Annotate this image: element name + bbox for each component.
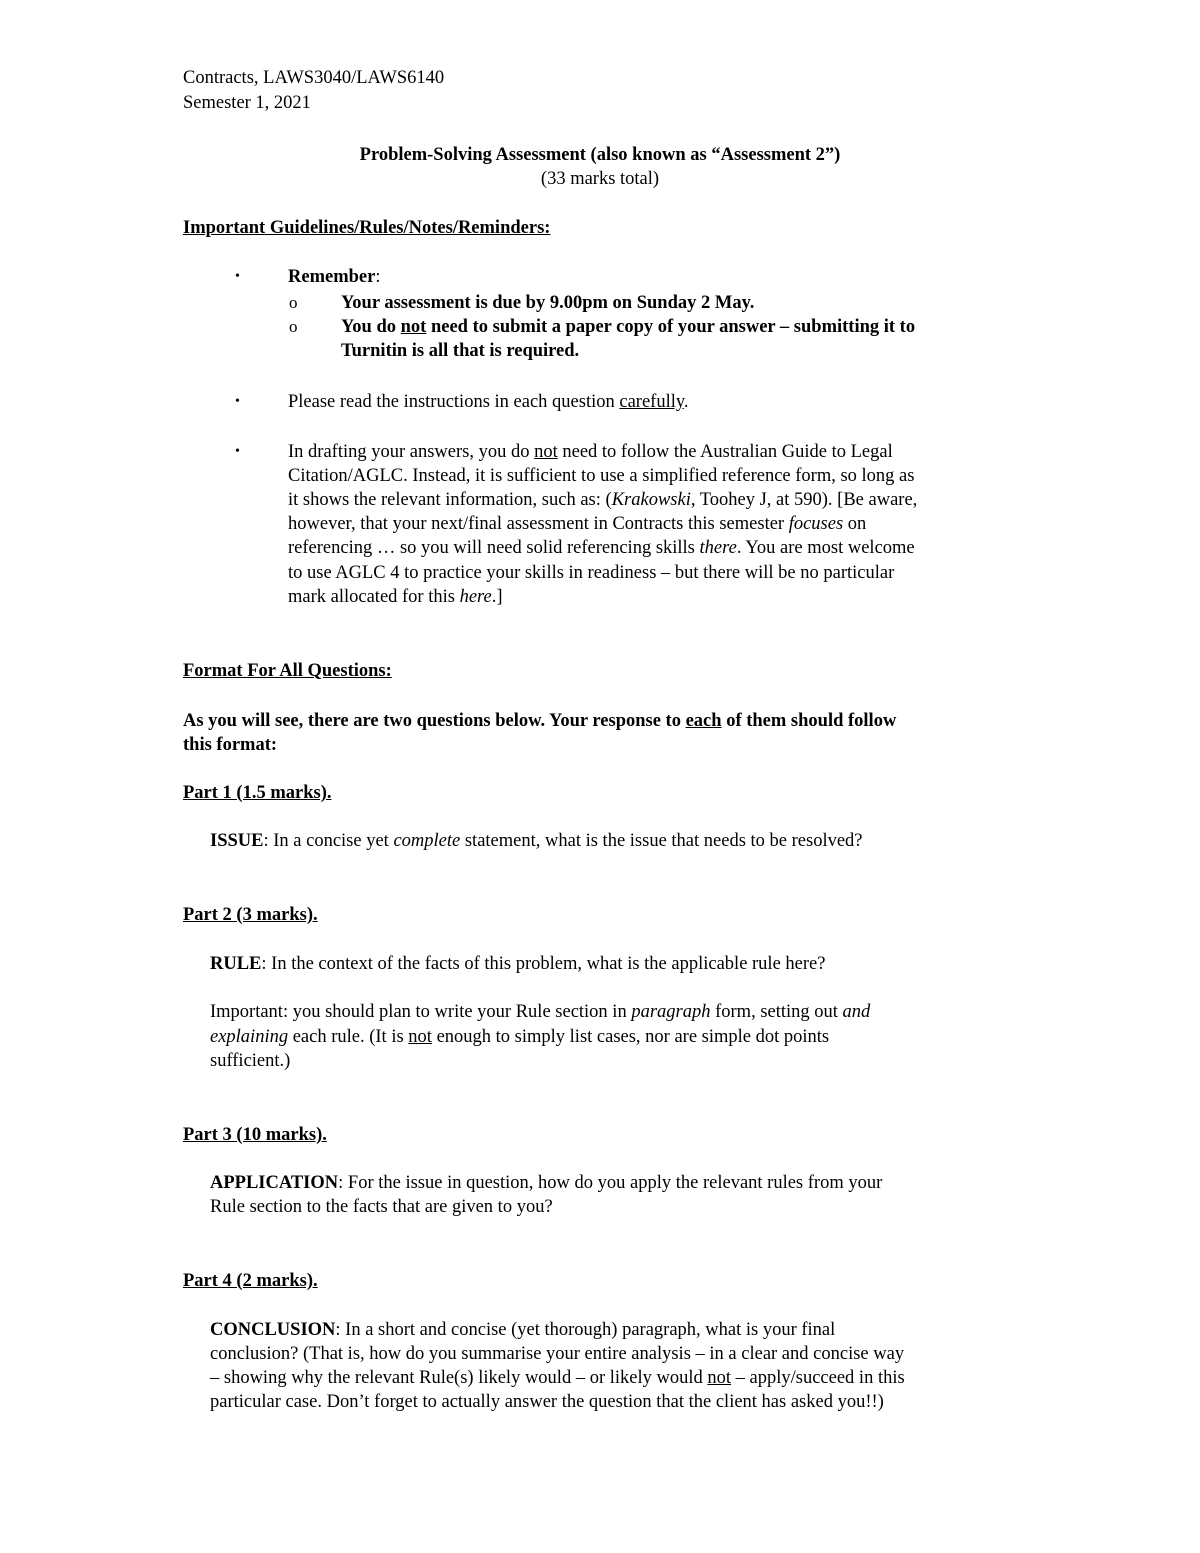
aglc-text: .] bbox=[491, 587, 503, 607]
aglc-note-line: Citation/AGLC. Instead, it is sufficient to use a simplified reference form, so long as bbox=[288, 466, 915, 486]
aglc-note-line bbox=[288, 512, 866, 536]
conclusion-text-line: particular case. Don’t forget to actually answer the question that the client has asked you!!) bbox=[210, 1392, 884, 1412]
rule-text: : In the context of the facts of this problem, what is the applicable rule here? bbox=[261, 954, 826, 974]
part-1-issue bbox=[210, 829, 863, 853]
guidelines-heading: Important Guidelines/Rules/Notes/Reminders: bbox=[183, 218, 551, 238]
paper-copy-text: need to submit a paper copy of your answer – submitting it to bbox=[426, 317, 916, 337]
remember-colon: : bbox=[375, 267, 381, 287]
read-text: Please read the instructions in each question bbox=[288, 392, 620, 412]
remember-text: Remember bbox=[288, 267, 376, 287]
aglc-text: on bbox=[843, 514, 867, 534]
part-4-heading: Part 4 (2 marks). bbox=[183, 1271, 318, 1291]
aglc-text: however, that your next/final assessment in Contracts this semester bbox=[288, 514, 789, 534]
emphasis-there: there bbox=[699, 538, 737, 558]
part-2-rule bbox=[210, 952, 825, 976]
format-heading: Format For All Questions: bbox=[183, 661, 392, 681]
rule-label: RULE bbox=[210, 954, 262, 974]
emphasis-and: and bbox=[842, 1002, 871, 1022]
aglc-note-line bbox=[288, 585, 503, 609]
rule-important-text: form, setting out bbox=[710, 1002, 843, 1022]
sub-bullet-icon: o bbox=[289, 317, 298, 336]
emphasis-not: not bbox=[707, 1368, 732, 1388]
part-4-conclusion bbox=[210, 1318, 835, 1342]
issue-label: ISSUE bbox=[210, 831, 264, 851]
emphasis-not: not bbox=[400, 317, 427, 337]
conclusion-text: : In a short and concise (yet thorough) paragraph, what is your final bbox=[335, 1320, 836, 1340]
issue-text: : In a concise yet bbox=[263, 831, 394, 851]
total-marks: (33 marks total) bbox=[540, 169, 660, 189]
part-3-application bbox=[210, 1171, 882, 1195]
aglc-text: , Toohey J, at 590). [Be aware, bbox=[690, 490, 918, 510]
emphasis-focuses: focuses bbox=[788, 514, 844, 534]
aglc-text: it shows the relevant information, such as: ( bbox=[288, 490, 612, 510]
format-intro-text: As you will see, there are two questions below. Your response to bbox=[183, 711, 686, 731]
emphasis-here: here bbox=[459, 587, 492, 607]
part-3-heading: Part 3 (10 marks). bbox=[183, 1125, 327, 1145]
course-code: Contracts, LAWS3040/LAWS6140 bbox=[183, 68, 445, 88]
aglc-note-line bbox=[288, 536, 915, 560]
conclusion-text: – apply/succeed in this bbox=[731, 1368, 905, 1388]
format-intro bbox=[183, 709, 896, 733]
application-text: : For the issue in question, how do you apply the relevant rules from your bbox=[338, 1173, 883, 1193]
paper-copy-text: You do bbox=[341, 317, 401, 337]
emphasis-explaining: explaining bbox=[210, 1027, 289, 1047]
due-date-note: Your assessment is due by 9.00pm on Sunday 2 May. bbox=[341, 293, 755, 313]
bullet-icon: • bbox=[235, 444, 240, 459]
aglc-note-line: to use AGLC 4 to practice your skills in readiness – but there will be no particular bbox=[288, 563, 895, 583]
case-name: Krakowski bbox=[611, 490, 691, 510]
paper-copy-note-cont: Turnitin is all that is required. bbox=[341, 341, 580, 361]
format-intro-cont: this format: bbox=[183, 735, 278, 755]
read-instructions-note bbox=[288, 390, 689, 414]
aglc-text: referencing … so you will need solid referencing skills bbox=[288, 538, 700, 558]
emphasis-not: not bbox=[534, 442, 558, 462]
part-1-heading: Part 1 (1.5 marks). bbox=[183, 783, 332, 803]
aglc-text: mark allocated for this bbox=[288, 587, 460, 607]
aglc-text: need to follow the Australian Guide to Legal bbox=[557, 442, 893, 462]
aglc-note-line bbox=[288, 488, 917, 512]
semester: Semester 1, 2021 bbox=[183, 93, 311, 113]
emphasis-not: not bbox=[408, 1027, 432, 1047]
application-label: APPLICATION bbox=[210, 1173, 339, 1193]
conclusion-label: CONCLUSION bbox=[210, 1320, 336, 1340]
conclusion-text: – showing why the relevant Rule(s) likely would – or likely would bbox=[210, 1368, 708, 1388]
format-intro-text: of them should follow bbox=[721, 711, 897, 731]
bullet-icon: • bbox=[235, 394, 240, 409]
remember-label bbox=[288, 265, 380, 289]
aglc-text: . You are most welcome bbox=[736, 538, 915, 558]
aglc-text: In drafting your answers, you do bbox=[288, 442, 535, 462]
issue-text: statement, what is the issue that needs to be resolved? bbox=[460, 831, 863, 851]
rule-important-line: sufficient.) bbox=[210, 1051, 291, 1071]
read-text: . bbox=[683, 392, 689, 412]
emphasis-paragraph: paragraph bbox=[631, 1002, 711, 1022]
rule-important-text: Important: you should plan to write your Rule section in bbox=[210, 1002, 632, 1022]
rule-important-line bbox=[210, 1025, 829, 1049]
rule-important-text: each rule. (It is bbox=[288, 1027, 409, 1047]
document-title: Problem-Solving Assessment (also known as “Assessment 2”) bbox=[359, 145, 841, 165]
sub-bullet-icon: o bbox=[289, 293, 298, 312]
conclusion-text-line: conclusion? (That is, how do you summarise your entire analysis – in a clear and concise way bbox=[210, 1344, 905, 1364]
part-2-heading: Part 2 (3 marks). bbox=[183, 905, 318, 925]
conclusion-text-line bbox=[210, 1366, 905, 1390]
application-text-cont: Rule section to the facts that are given to you? bbox=[210, 1197, 553, 1217]
aglc-note-line bbox=[288, 440, 893, 464]
emphasis-carefully: carefully bbox=[619, 392, 684, 412]
rule-important-line bbox=[210, 1000, 870, 1024]
bullet-icon: • bbox=[235, 269, 240, 284]
emphasis-each: each bbox=[685, 711, 722, 731]
rule-important-text: enough to simply list cases, nor are simple dot points bbox=[431, 1027, 830, 1047]
emphasis-complete: complete bbox=[393, 831, 461, 851]
paper-copy-note bbox=[341, 315, 915, 339]
